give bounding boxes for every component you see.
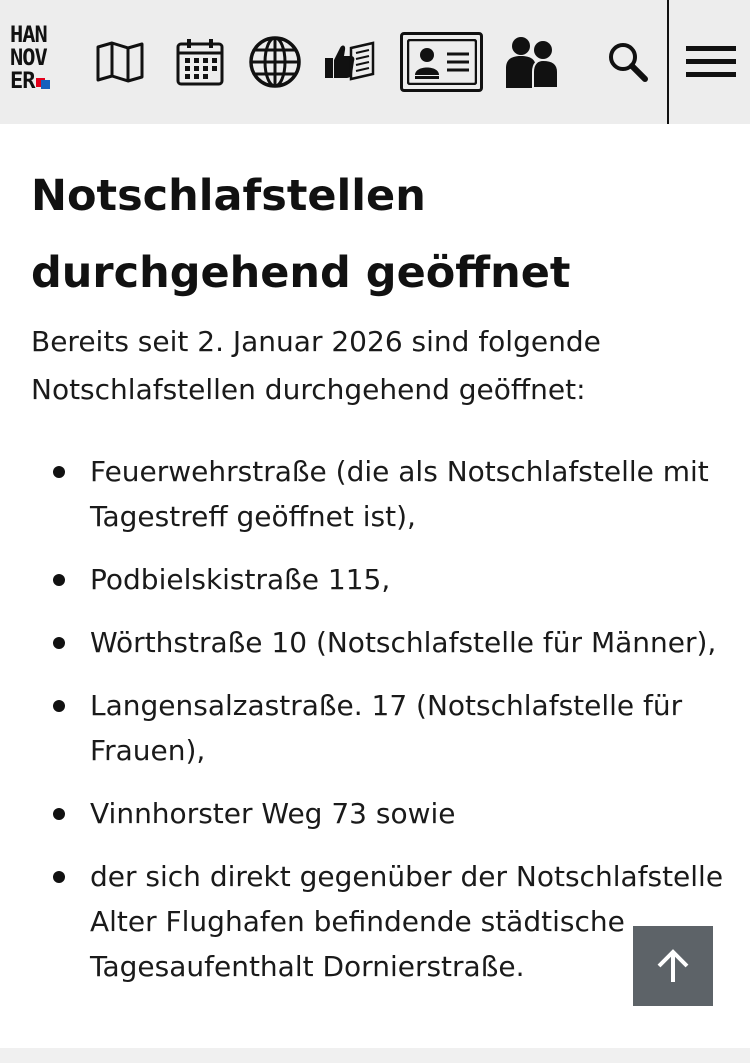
- list-item: [31, 854, 731, 989]
- menu-icon[interactable]: [683, 28, 739, 96]
- list-item-text: Vinnhorster Weg 73 sowie: [90, 797, 456, 830]
- list-item-text: der sich direkt gegenüber der Notschlafstelle Alter Flughafen befindende städtische Tagesaufenthalt Dornierstraße.: [90, 860, 724, 983]
- logo-line-3: ER: [10, 69, 35, 94]
- list-item-text: Wörthstraße 10 (Notschlafstelle für Männer),: [90, 626, 717, 659]
- logo-line-3-wrap: [10, 70, 64, 93]
- id-card-icon[interactable]: [400, 32, 483, 92]
- list-item: [31, 620, 731, 665]
- search-icon[interactable]: [606, 28, 650, 96]
- header-divider: [667, 0, 669, 124]
- bullet: [53, 637, 65, 649]
- shelter-list: [31, 449, 731, 1007]
- list-item: [31, 557, 731, 602]
- bottom-edge: [0, 1048, 750, 1063]
- bullet: [53, 700, 65, 712]
- list-item: [31, 683, 731, 773]
- list-item: [31, 449, 731, 539]
- article-intro: Bereits seit 2. Januar 2026 sind folgende Notschlafstellen durchgehend geöffnet:: [31, 325, 601, 406]
- logo-blue-square: [41, 80, 50, 89]
- logo-line-2: NOV: [10, 46, 47, 71]
- arrow-up-icon: [653, 946, 693, 986]
- bullet: [53, 466, 65, 478]
- list-item-text: Podbielskistraße 115,: [90, 563, 391, 596]
- bullet: [53, 871, 65, 883]
- site-header: [0, 0, 750, 124]
- people-icon[interactable]: [502, 28, 562, 96]
- globe-icon[interactable]: [247, 28, 303, 96]
- bullet: [53, 574, 65, 586]
- easy-language-icon[interactable]: [323, 28, 377, 96]
- logo-line-1: HAN: [10, 24, 47, 48]
- list-item: [31, 791, 731, 836]
- list-item-text: Feuerwehrstraße (die als Notschlafstelle mit Tagestreff geöffnet ist),: [90, 455, 709, 533]
- map-icon[interactable]: [94, 28, 146, 96]
- article-title: Notschlafstellen durchgehend geöffnet: [31, 171, 571, 298]
- hannover-logo[interactable]: [10, 24, 64, 100]
- back-to-top-button[interactable]: [633, 926, 713, 1006]
- list-item-text: Langensalzastraße. 17 (Notschlafstelle für Frauen),: [90, 689, 683, 767]
- calendar-icon[interactable]: [174, 28, 226, 96]
- bullet: [53, 808, 65, 820]
